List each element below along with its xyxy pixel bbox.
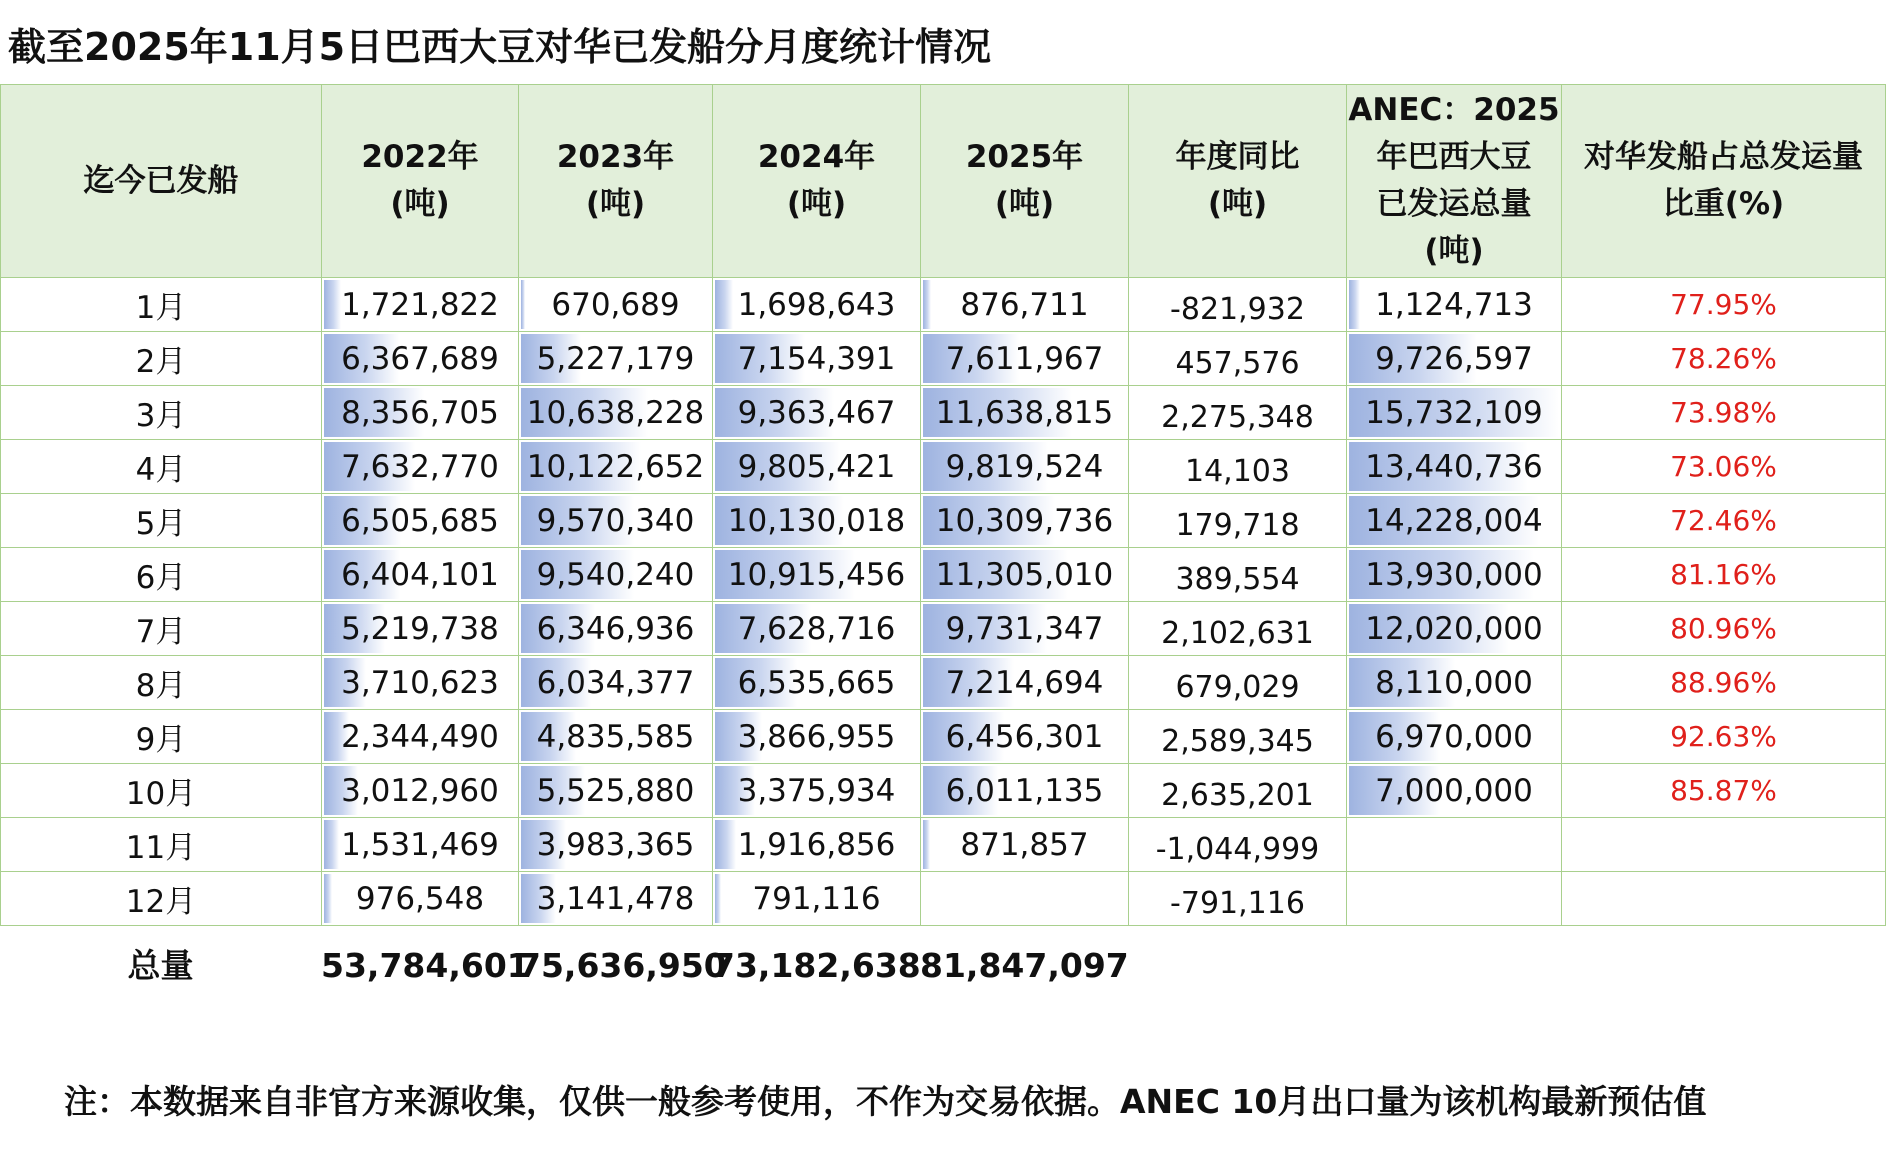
table-row xyxy=(1,278,1886,332)
cell-value: 12,020,000 xyxy=(1365,610,1543,647)
cell-value: 80.96% xyxy=(1670,612,1777,645)
cell-y2024 xyxy=(713,386,921,440)
cell-value: 13,930,000 xyxy=(1365,556,1543,593)
cell-y2023 xyxy=(519,440,713,494)
cell-y2024 xyxy=(713,332,921,386)
cell-y2025 xyxy=(921,386,1129,440)
cell-value: 7,000,000 xyxy=(1375,772,1533,809)
cell-month xyxy=(1,386,322,440)
cell-yoy xyxy=(1129,548,1347,602)
cell-value: 6,011,135 xyxy=(945,772,1104,809)
footnote: 注：本数据来自非官方来源收集，仅供一般参考使用，不作为交易依据。ANEC 10月出口量为该机构最新预估值 xyxy=(64,1082,1707,1121)
cell-value: 179,718 xyxy=(1175,508,1300,543)
cell-pct xyxy=(1562,386,1886,440)
cell-value: 9,570,340 xyxy=(536,502,695,539)
cell-y2022 xyxy=(322,872,519,926)
cell-y2022 xyxy=(322,818,519,872)
cell-y2023 xyxy=(519,548,713,602)
cell-y2022 xyxy=(322,386,519,440)
table-row xyxy=(1,656,1886,710)
cell-y2025 xyxy=(921,494,1129,548)
cell-y2025 xyxy=(921,764,1129,818)
cell-value: 3,866,955 xyxy=(737,718,896,755)
total-2024: 73,182,638 xyxy=(712,946,921,985)
cell-anec xyxy=(1347,494,1562,548)
cell-value: 389,554 xyxy=(1175,562,1300,597)
cell-value: -821,932 xyxy=(1170,292,1305,327)
cell-anec xyxy=(1347,548,1562,602)
cell-value: 2,275,348 xyxy=(1161,400,1314,435)
cell-value: 6,505,685 xyxy=(341,502,499,539)
data-bar xyxy=(324,280,341,329)
cell-y2022 xyxy=(322,764,519,818)
cell-value: 5,525,880 xyxy=(536,772,695,809)
cell-value: 8,110,000 xyxy=(1375,664,1533,701)
cell-y2023 xyxy=(519,332,713,386)
cell-y2023 xyxy=(519,764,713,818)
cell-value: 11,305,010 xyxy=(935,556,1114,593)
cell-y2025 xyxy=(921,872,1129,926)
data-bar xyxy=(923,820,930,869)
cell-y2024 xyxy=(713,872,921,926)
cell-y2024 xyxy=(713,278,921,332)
header-2022: 2022年 (吨) xyxy=(322,85,519,278)
cell-value: 7,632,770 xyxy=(341,448,499,485)
cell-anec xyxy=(1347,332,1562,386)
cell-y2022 xyxy=(322,278,519,332)
cell-pct xyxy=(1562,872,1886,926)
cell-y2024 xyxy=(713,548,921,602)
cell-value: 4,835,585 xyxy=(536,718,695,755)
cell-value: -791,116 xyxy=(1170,886,1305,921)
cell-month xyxy=(1,872,322,926)
cell-value: 14,228,004 xyxy=(1365,502,1543,539)
cell-y2024 xyxy=(713,818,921,872)
cell-month xyxy=(1,332,322,386)
cell-y2025 xyxy=(921,548,1129,602)
cell-value: 10月 xyxy=(125,776,197,812)
cell-value: 73.98% xyxy=(1670,396,1777,429)
table-row xyxy=(1,872,1886,926)
cell-month xyxy=(1,764,322,818)
data-bar xyxy=(923,280,931,329)
cell-y2023 xyxy=(519,278,713,332)
cell-value: -1,044,999 xyxy=(1155,832,1320,867)
cell-y2023 xyxy=(519,386,713,440)
table-body xyxy=(1,278,1886,926)
table-row xyxy=(1,602,1886,656)
cell-anec xyxy=(1347,386,1562,440)
cell-y2022 xyxy=(322,656,519,710)
cell-value: 77.95% xyxy=(1670,288,1777,321)
cell-value: 9,726,597 xyxy=(1375,340,1533,377)
cell-y2023 xyxy=(519,494,713,548)
cell-y2023 xyxy=(519,872,713,926)
cell-y2025 xyxy=(921,818,1129,872)
cell-value: 679,029 xyxy=(1175,670,1300,705)
cell-value: 10,309,736 xyxy=(935,502,1114,539)
cell-value: 15,732,109 xyxy=(1365,394,1543,431)
cell-anec xyxy=(1347,764,1562,818)
cell-month xyxy=(1,602,322,656)
cell-y2023 xyxy=(519,710,713,764)
cell-value: 3,710,623 xyxy=(341,664,499,701)
cell-anec xyxy=(1347,656,1562,710)
cell-value: 8月 xyxy=(135,668,187,704)
header-anec: ANEC：2025 年巴西大豆 已发运总量 (吨) xyxy=(1347,85,1562,278)
cell-anec xyxy=(1347,872,1562,926)
total-2023: 75,636,950 xyxy=(518,946,727,985)
cell-value: 9,731,347 xyxy=(945,610,1104,647)
cell-y2025 xyxy=(921,710,1129,764)
cell-value: 9,819,524 xyxy=(945,448,1104,485)
cell-value: 9,805,421 xyxy=(737,448,896,485)
cell-pct xyxy=(1562,764,1886,818)
cell-value: 13,440,736 xyxy=(1365,448,1543,485)
cell-y2025 xyxy=(921,602,1129,656)
cell-value: 791,116 xyxy=(752,880,881,917)
cell-y2025 xyxy=(921,656,1129,710)
cell-month xyxy=(1,656,322,710)
shipment-table xyxy=(0,84,1886,926)
cell-month xyxy=(1,818,322,872)
table-row xyxy=(1,764,1886,818)
table-row xyxy=(1,332,1886,386)
table-row xyxy=(1,548,1886,602)
cell-value: 7,214,694 xyxy=(945,664,1104,701)
header-share: 对华发船占总发运量 比重(%) xyxy=(1562,85,1886,278)
cell-anec xyxy=(1347,278,1562,332)
cell-value: 7,628,716 xyxy=(737,610,896,647)
cell-y2023 xyxy=(519,656,713,710)
cell-yoy xyxy=(1129,872,1347,926)
cell-anec xyxy=(1347,710,1562,764)
data-bar xyxy=(715,874,721,923)
cell-value: 9,363,467 xyxy=(737,394,896,431)
cell-anec xyxy=(1347,602,1562,656)
data-bar xyxy=(324,820,339,869)
header-2025: 2025年 (吨) xyxy=(921,85,1129,278)
cell-value: 1,698,643 xyxy=(737,286,896,323)
cell-value: 6,404,101 xyxy=(341,556,499,593)
cell-value: 8,356,705 xyxy=(341,394,499,431)
cell-month xyxy=(1,710,322,764)
cell-month xyxy=(1,494,322,548)
cell-value: 6月 xyxy=(135,560,187,596)
cell-pct xyxy=(1562,656,1886,710)
cell-yoy xyxy=(1129,764,1347,818)
cell-value: 88.96% xyxy=(1670,666,1777,699)
cell-value: 976,548 xyxy=(355,880,485,917)
cell-value: 7月 xyxy=(135,614,187,650)
cell-value: 3,375,934 xyxy=(737,772,896,809)
cell-value: 2,102,631 xyxy=(1161,616,1314,651)
cell-value: 11,638,815 xyxy=(935,394,1114,431)
cell-value: 6,456,301 xyxy=(945,718,1104,755)
cell-y2022 xyxy=(322,548,519,602)
cell-y2025 xyxy=(921,278,1129,332)
data-bar xyxy=(324,874,332,923)
cell-value: 81.16% xyxy=(1670,558,1777,591)
cell-value: 10,638,228 xyxy=(526,394,705,431)
cell-y2025 xyxy=(921,440,1129,494)
table-row xyxy=(1,386,1886,440)
cell-value: 10,915,456 xyxy=(727,556,906,593)
cell-month xyxy=(1,440,322,494)
cell-value: 1月 xyxy=(135,290,187,326)
cell-value: 3,983,365 xyxy=(536,826,695,863)
cell-value: 10,122,652 xyxy=(526,448,705,485)
cell-value: 78.26% xyxy=(1670,342,1777,375)
cell-value: 2,344,490 xyxy=(341,718,499,755)
cell-value: 12月 xyxy=(125,884,197,920)
cell-value: 92.63% xyxy=(1670,720,1777,753)
cell-value: 3,141,478 xyxy=(536,880,695,917)
cell-value: 457,576 xyxy=(1175,346,1300,381)
cell-value: 9,540,240 xyxy=(536,556,695,593)
cell-value: 11月 xyxy=(125,830,197,866)
cell-value: 5,219,738 xyxy=(341,610,499,647)
cell-value: 1,531,469 xyxy=(341,826,499,863)
total-2025: 81,847,097 xyxy=(920,946,1129,985)
cell-pct xyxy=(1562,818,1886,872)
cell-y2023 xyxy=(519,818,713,872)
cell-month xyxy=(1,548,322,602)
cell-pct xyxy=(1562,278,1886,332)
header-row xyxy=(1,85,1886,278)
cell-value: 6,970,000 xyxy=(1375,718,1533,755)
table-row xyxy=(1,818,1886,872)
table-row xyxy=(1,710,1886,764)
cell-value: 1,721,822 xyxy=(341,286,499,323)
cell-value: 5,227,179 xyxy=(536,340,695,377)
header-shipped: 迄今已发船 xyxy=(1,85,322,278)
cell-value: 876,711 xyxy=(960,286,1089,323)
cell-value: 73.06% xyxy=(1670,450,1777,483)
cell-pct xyxy=(1562,440,1886,494)
cell-value: 85.87% xyxy=(1670,774,1777,807)
cell-value: 6,367,689 xyxy=(341,340,499,377)
cell-value: 3,012,960 xyxy=(341,772,499,809)
cell-y2024 xyxy=(713,710,921,764)
cell-yoy xyxy=(1129,386,1347,440)
cell-value: 670,689 xyxy=(551,286,680,323)
data-bar xyxy=(715,820,736,869)
cell-value: 5月 xyxy=(135,506,187,542)
cell-y2024 xyxy=(713,440,921,494)
cell-yoy xyxy=(1129,278,1347,332)
page-title: 截至2025年11月5日巴西大豆对华已发船分月度统计情况 xyxy=(8,25,992,69)
cell-yoy xyxy=(1129,656,1347,710)
cell-value: 1,124,713 xyxy=(1375,286,1533,323)
cell-y2025 xyxy=(921,332,1129,386)
data-bar xyxy=(715,280,733,329)
cell-pct xyxy=(1562,548,1886,602)
cell-y2022 xyxy=(322,440,519,494)
cell-y2023 xyxy=(519,602,713,656)
cell-y2024 xyxy=(713,602,921,656)
cell-value: 7,611,967 xyxy=(945,340,1104,377)
header-yoy: 年度同比 (吨) xyxy=(1129,85,1347,278)
cell-y2024 xyxy=(713,656,921,710)
cell-value: 14,103 xyxy=(1185,454,1290,489)
table-row xyxy=(1,494,1886,548)
cell-value: 9月 xyxy=(135,722,187,758)
cell-anec xyxy=(1347,818,1562,872)
cell-anec xyxy=(1347,440,1562,494)
cell-y2024 xyxy=(713,764,921,818)
cell-yoy xyxy=(1129,818,1347,872)
cell-value: 4月 xyxy=(135,452,187,488)
cell-yoy xyxy=(1129,602,1347,656)
cell-month xyxy=(1,278,322,332)
cell-pct xyxy=(1562,602,1886,656)
cell-y2024 xyxy=(713,494,921,548)
cell-value: 6,034,377 xyxy=(536,664,695,701)
cell-value: 10,130,018 xyxy=(727,502,906,539)
data-bar xyxy=(521,280,525,329)
cell-value: 6,535,665 xyxy=(737,664,896,701)
totals-label: 总量 xyxy=(127,946,194,985)
cell-value: 871,857 xyxy=(960,826,1089,863)
header-2024: 2024年 (吨) xyxy=(713,85,921,278)
cell-value: 72.46% xyxy=(1670,504,1777,537)
cell-y2022 xyxy=(322,710,519,764)
cell-pct xyxy=(1562,332,1886,386)
cell-value: 2,635,201 xyxy=(1161,778,1314,813)
data-bar xyxy=(1349,280,1360,329)
cell-y2022 xyxy=(322,332,519,386)
cell-value: 2,589,345 xyxy=(1161,724,1314,759)
cell-yoy xyxy=(1129,332,1347,386)
cell-value: 6,346,936 xyxy=(536,610,695,647)
total-2022: 53,784,601 xyxy=(321,946,530,985)
cell-value: 7,154,391 xyxy=(737,340,896,377)
cell-yoy xyxy=(1129,710,1347,764)
cell-y2022 xyxy=(322,602,519,656)
cell-y2022 xyxy=(322,494,519,548)
cell-value: 1,916,856 xyxy=(737,826,896,863)
cell-value: 2月 xyxy=(135,344,187,380)
cell-pct xyxy=(1562,494,1886,548)
cell-pct xyxy=(1562,710,1886,764)
cell-yoy xyxy=(1129,494,1347,548)
header-2023: 2023年 (吨) xyxy=(519,85,713,278)
cell-yoy xyxy=(1129,440,1347,494)
cell-value: 3月 xyxy=(135,398,187,434)
table-row xyxy=(1,440,1886,494)
